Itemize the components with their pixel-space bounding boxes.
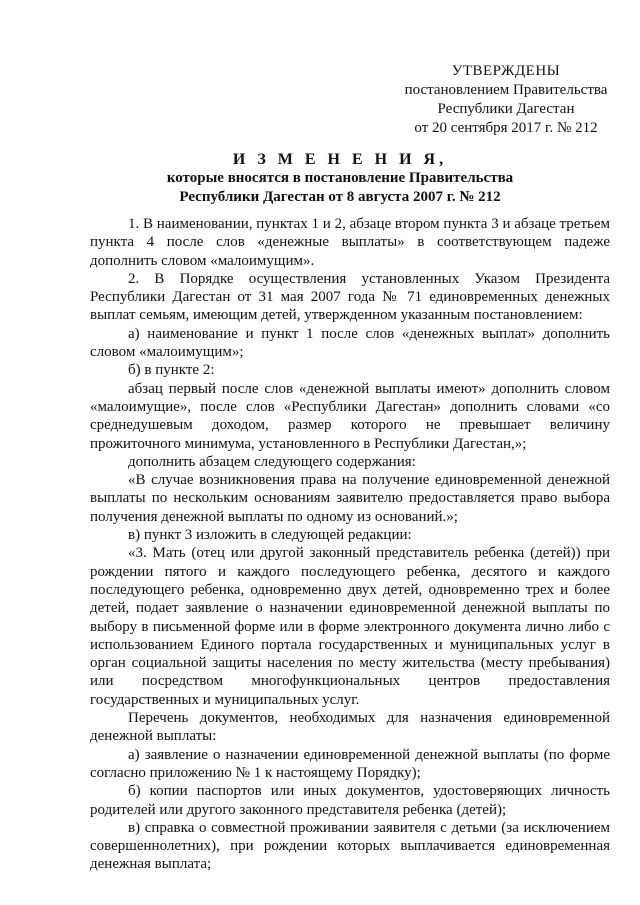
document-body — [90, 215, 610, 874]
approval-line-1: постановлением Правительства — [404, 82, 608, 98]
paragraph: абзац первый после слов «денежной выплаты имеют» дополнить словом «малоимущие», после слов «Республики Дагестан» дополнить словами «со среднедушевым доходом, размер которого не превышает величину прожиточного минимума, установленного в Республики Дагестан,»; — [90, 380, 610, 452]
paragraph: а) заявление о назначении единовременной денежной выплаты (по форме согласно приложению № 1 к настоящему Порядку); — [90, 746, 610, 781]
paragraph: «3. Мать (отец или другой законный представитель ребенка (детей)) при рождении пятого и каждого последующего ребенка, десятого и каждого последующего ребенка, одновременно двух детей, одновременно трех и более детей, подает заявление о назначении единовременной денежной выплаты по выбору в письменной форме или в форме электронного документа лично либо с использованием Единого портала государственных и муниципальных услуг в орган социальной защиты населения по месту жительства (месту пребывания) или посредством многофункциональных центров предоставления государственных и муниципальных услуг. — [90, 545, 610, 708]
approval-line-2: Республики Дагестан — [437, 101, 575, 117]
title-line-3: Республики Дагестан от 8 августа 2007 г. № 212 — [179, 189, 501, 205]
document-title — [60, 150, 620, 207]
title-line-1: И З М Е Н Е Н И Я, — [232, 151, 448, 168]
paragraph: б) копии паспортов или иных документов, удостоверяющих личность родителей или другого законного представителя ребенка (детей); — [90, 783, 610, 818]
paragraph: б) в пункте 2: — [128, 362, 215, 379]
paragraph: в) справка о совместной проживании заявителя с детьми (за исключением совершеннолетних), при рождении которых выплачивается единовременная денежная выплата; — [90, 819, 610, 873]
paragraph: 2. В Порядке осуществления установленных Указом Президента Республики Дагестан от 31 мая 2007 года № 71 единовременных денежных выплат семьям, имеющим детей, утвержденном указанным постановлением: — [90, 270, 610, 324]
title-line-2: которые вносятся в постановление Правительства — [166, 170, 514, 186]
paragraph: 1. В наименовании, пунктах 1 и 2, абзаце втором пункта 3 и абзаце третьем пункта 4 после слов «денежные выплаты» в соответствующем падеже дополнить словом «малоимущим». — [90, 216, 610, 269]
approval-line-3: от 20 сентября 2017 г. № 212 — [414, 120, 598, 136]
paragraph: «В случае возникновения права на получение единовременной денежной выплаты по нескольким основаниям заявителю предоставляется право выбора получения денежной выплаты по одному из оснований.»; — [90, 472, 610, 525]
approval-block — [396, 62, 616, 138]
paragraph: а) наименование и пункт 1 после слов «денежных выплат» дополнить словом «малоимущим»; — [90, 325, 610, 361]
paragraph: в) пункт 3 изложить в следующей редакции: — [128, 527, 412, 544]
approval-heading: УТВЕРЖДЕНЫ — [451, 63, 561, 79]
paragraph: Перечень документов, необходимых для назначения единовременной денежной выплаты: — [90, 710, 610, 745]
paragraph: дополнить абзацем следующего содержания: — [128, 453, 416, 470]
